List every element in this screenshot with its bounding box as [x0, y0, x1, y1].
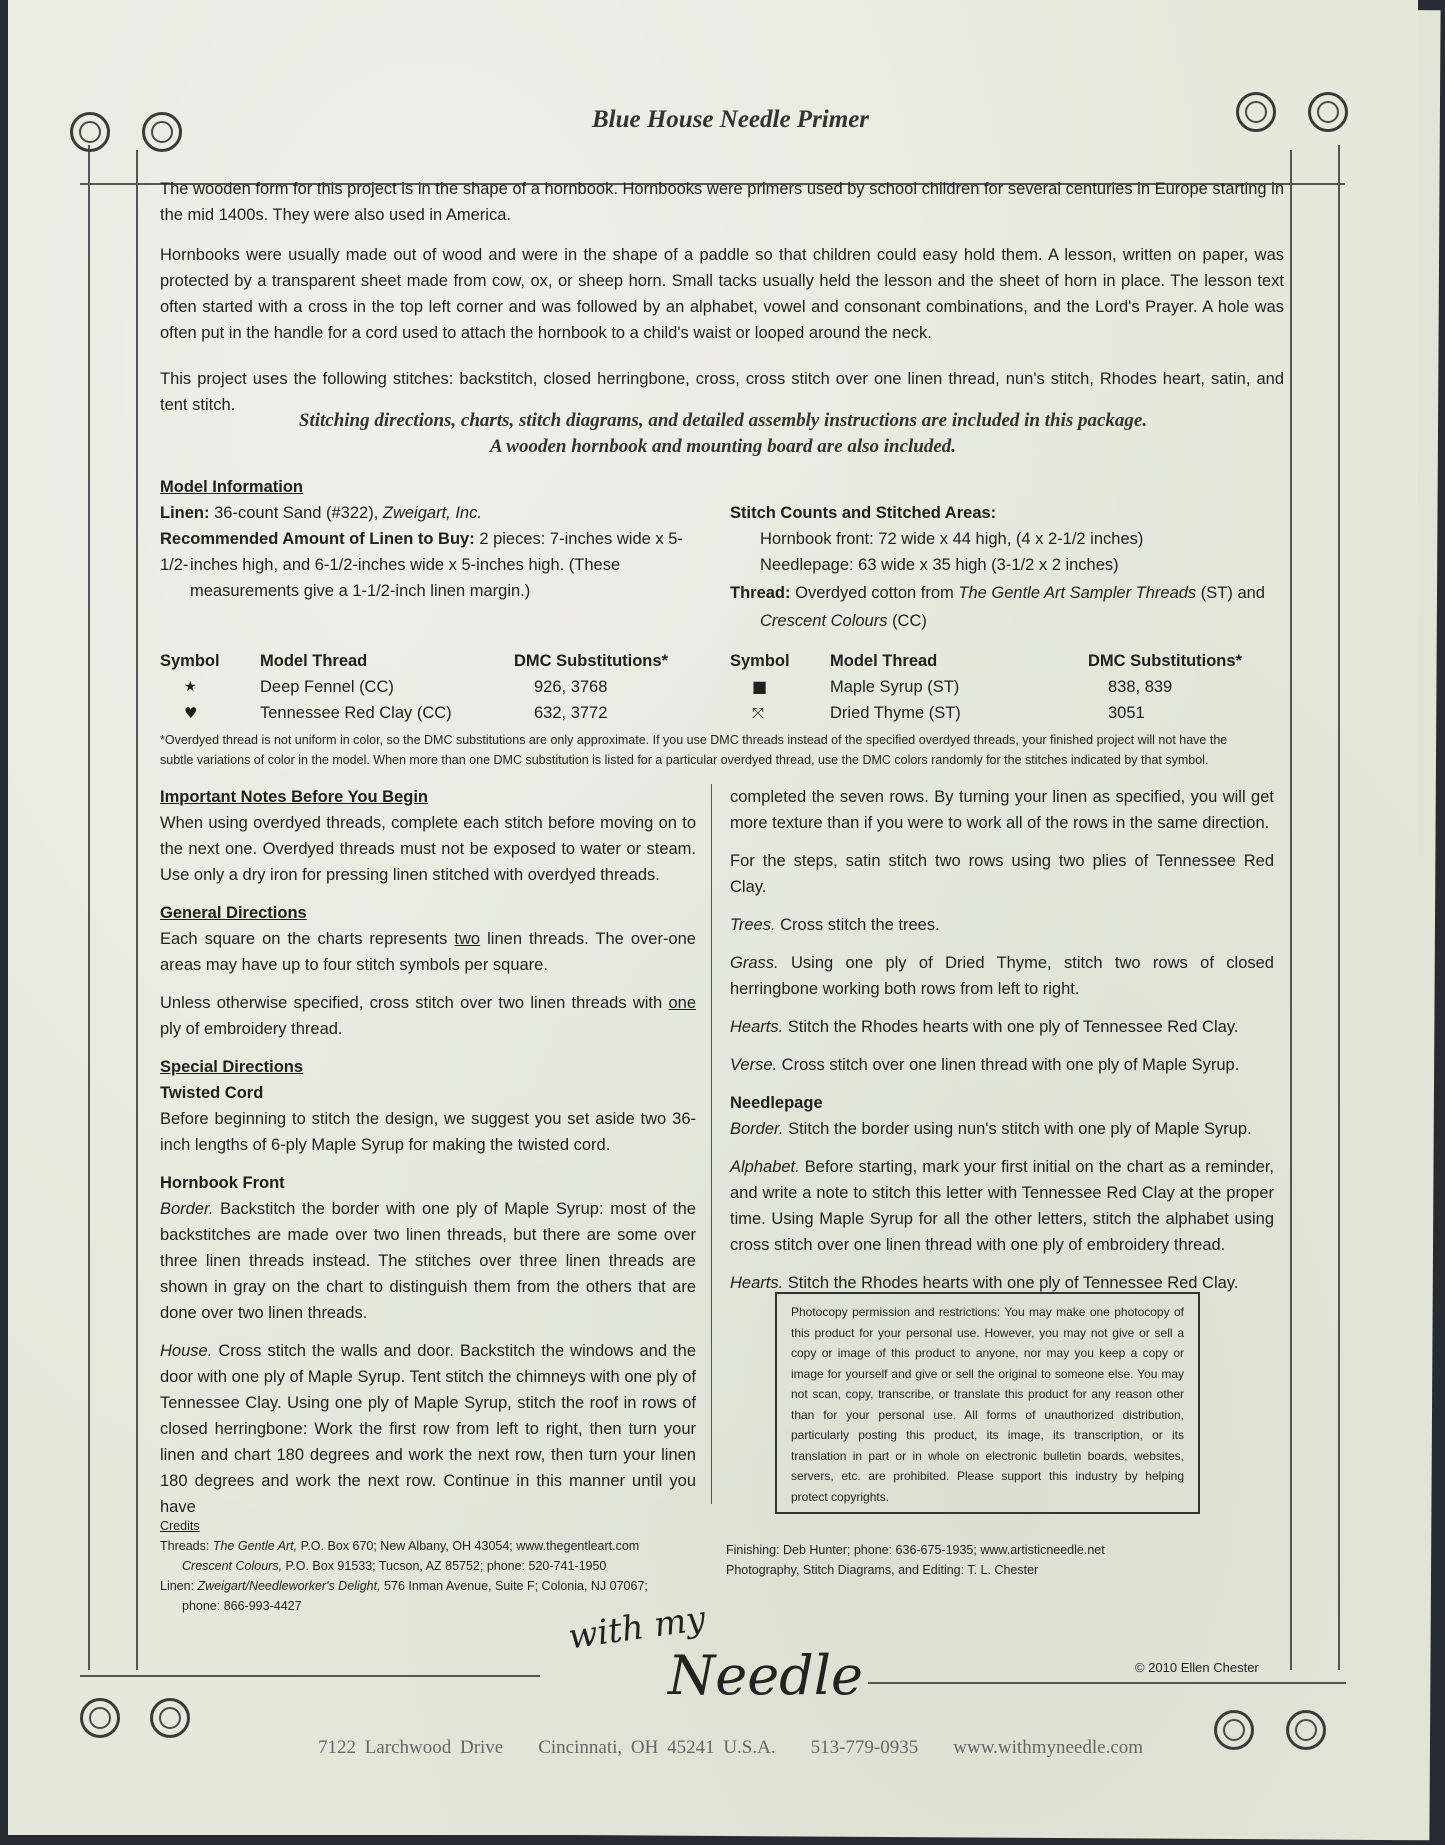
credit-line	[160, 1556, 700, 1576]
dmc-header: DMC Substitutions*	[1088, 652, 1242, 670]
thread-header: Model Thread	[260, 652, 368, 670]
frame-bottom-rule-right	[868, 1682, 1346, 1684]
amount-line: measurements give a 1-1/2-inch linen margin.)	[190, 582, 531, 600]
verse-body: Cross stitch over one linen thread with one ply of Maple Syrup.	[781, 1056, 1240, 1074]
grass-label: Grass.	[730, 954, 779, 972]
stitch-count: Needlepage: 63 wide x 35 high (3-1/2 x 2 inches)	[760, 556, 1119, 574]
amount-value: 2 pieces: 7-inches wide x 5-1/2-	[160, 530, 683, 574]
trees-body: Cross stitch the trees.	[780, 916, 940, 934]
hornbook-front-heading: Hornbook Front	[160, 1174, 285, 1192]
footer-website: www.withmyneedle.com	[953, 1737, 1144, 1758]
general-text-a: Unless otherwise specified, cross stitch over two linen threads with	[160, 994, 663, 1012]
credit-text: P.O. Box 670; New Albany, OH 43054; www.thegentleart.com	[300, 1539, 640, 1553]
notes-text: When using overdyed threads, complete each stitch before moving on to the next one. Overdyed threads must not be exposed to water or steam. Use only a dry iron for pressing linen stitched with overdyed threads.	[160, 814, 696, 884]
house-body: Cross stitch the walls and door. Backstitch the windows and the door with one ply of Maple Syrup. Tent stitch the chimneys with one ply of Tennessee Clay. Using one ply of Maple Syrup, stitch the roof in rows of closed herringbone: Work the first row from left to right, then turn your linen and chart 180 degrees and work the next row, then turn your linen 180 degrees and work the next row. Continue in this manner until you have	[160, 1342, 696, 1516]
border-body: Backstitch the border with one ply of Maple Syrup: most of the backstitches are made over two linen threads, but there are some over three linen threads instead. The stitches over three linen threads are shown in gray on the chart to distinguish them from the others that are done over two linen threads.	[160, 1200, 696, 1322]
house-label: House.	[160, 1342, 213, 1360]
np-border-text	[730, 1116, 1274, 1142]
footer-phone: 513-779-0935	[810, 1737, 919, 1758]
grass-text	[730, 950, 1274, 1002]
column-divider	[711, 784, 712, 1504]
linen-label: Linen:	[160, 504, 210, 522]
credit-text: 576 Inman Avenue, Suite F; Colonia, NJ 07067;	[384, 1579, 648, 1593]
thread-brand: The Gentle Art Sampler Threads	[958, 584, 1197, 602]
frame-bottom-rule-left	[80, 1675, 540, 1677]
thread-line	[730, 580, 1265, 606]
grass-body: Using one ply of Dried Thyme, stitch two rows of closed herringbone working both rows from left to right.	[730, 954, 1274, 998]
page-title: Blue House Needle Primer	[591, 106, 870, 133]
footer-city: Cincinnati, OH 45241 U.S.A.	[538, 1737, 776, 1758]
amount-label: Recommended Amount of Linen to Buy:	[160, 530, 475, 548]
credit-brand: The Gentle Art,	[212, 1539, 298, 1553]
thread-name: Maple Syrup (ST)	[830, 678, 960, 696]
notes-heading: Important Notes Before You Begin	[160, 788, 428, 806]
stitch-counts-heading: Stitch Counts and Stitched Areas:	[730, 504, 997, 522]
linen-value: 36-count Sand (#322),	[214, 504, 379, 522]
thread-label: Thread:	[730, 584, 791, 602]
symbol-header: Symbol	[160, 652, 220, 670]
trees-text	[730, 912, 1274, 938]
trees-label: Trees.	[730, 916, 776, 934]
star-symbol-icon: ★	[184, 679, 197, 695]
copyright-notice: © 2010 Ellen Chester	[1135, 1660, 1259, 1675]
thread-mid: (ST) and	[1200, 584, 1265, 602]
logo-line1: with my	[565, 1598, 708, 1658]
frame-left-inner	[136, 150, 138, 1670]
credit-line	[160, 1536, 700, 1556]
frame-right-inner	[1290, 150, 1292, 1670]
general-heading: General Directions	[160, 904, 307, 922]
dmc-value: 926, 3768	[534, 678, 608, 696]
border-label: Border.	[160, 1200, 214, 1218]
cross-arrows-symbol-icon: ⤧	[752, 704, 765, 722]
general-text	[160, 926, 696, 978]
dmc-value: 632, 3772	[534, 704, 608, 722]
finishing-credit: Finishing: Deb Hunter; phone: 636-675-1935; www.artisticneedle.net	[726, 1543, 1105, 1557]
dmc-value: 838, 839	[1108, 678, 1173, 696]
model-info-heading: Model Information	[160, 478, 303, 496]
np-border-body: Stitch the border using nun's stitch with one ply of Maple Syrup.	[788, 1120, 1252, 1138]
celtic-knot-icon	[80, 1698, 120, 1738]
alphabet-body: Before starting, mark your first initial on the chart as a reminder, and write a note to stitch this letter with Tennessee Red Clay at the proper time. Using Maple Syrup for all the other letters, stitch the alphabet using cross stitch over one linen thread with one ply of embroidery thread.	[730, 1158, 1274, 1254]
credit-label: Threads:	[160, 1539, 210, 1553]
heart-symbol-icon: ♥	[184, 704, 198, 722]
stitch-count: Hornbook front: 72 wide x 44 high, (4 x 2-1/2 inches)	[760, 530, 1144, 548]
credit-brand: Crescent Colours,	[182, 1559, 283, 1573]
with-my-needle-logo	[548, 1600, 888, 1720]
dmc-footnote: *Overdyed thread is not uniform in color, so the DMC substitutions are only approximate. If you use DMC threads instead of the specified overdyed threads, your finished project will not have the subtle variations of color in the model. When more than one DMC substitution is listed for a particular overdyed thread, use the DMC colors randomly for the stitches indicated by that symbol.	[160, 733, 1228, 767]
thread-name: Dried Thyme (ST)	[830, 704, 961, 722]
credit-label: Linen:	[160, 1579, 195, 1593]
general-text-b: ply of embroidery thread.	[160, 1020, 343, 1038]
special-heading: Special Directions	[160, 1058, 304, 1076]
twisted-cord-heading: Twisted Cord	[160, 1084, 264, 1102]
credit-brand: Zweigart/Needleworker's Delight,	[197, 1579, 381, 1593]
footer-address: 7122 Larchwood Drive	[317, 1737, 504, 1758]
general-text-a: Each square on the charts represents	[160, 930, 448, 948]
celtic-knot-icon	[150, 1698, 190, 1738]
continued-text: completed the seven rows. By turning your linen as specified, you will get more texture than if you were to work all of the rows in the same direction.	[730, 788, 1274, 832]
intro-paragraph: Hornbooks were usually made out of wood and were in the shape of a paddle so that children could easy hold them. A lesson, written on paper, was protected by a transparent sheet made from cow, ox, or sheep horn. Small tacks usually held the lesson and the sheet of horn in place. The lesson text often started with a cross in the top left corner and was followed by an alphabet, vowel and consonant combinations, and the Lord's Prayer. A hole was often put in the handle for a cord used to attach the hornbook to a child's waist or looped around the neck.	[160, 246, 1284, 342]
photocopy-permission-box: Photocopy permission and restrictions: You may make one photocopy of this product for your personal use. However, you may not give or sell a copy or image of this product to anyone, nor may you keep a copy or image for yourself and give or sell the original to someone else. You may not scan, copy, transcribe, or translate this product for any reason other than for your personal use. All forms of unauthorized distribution, particularly posting this product, its image, its transcription, or its translation in part or in whole on electronic bulletin boards, websites, servers, etc. are prohibited. Please support this industry by helping protect copyrights.	[775, 1292, 1200, 1514]
alphabet-label: Alphabet.	[730, 1158, 800, 1176]
footer-contact	[8, 1737, 1418, 1759]
twisted-cord-text: Before beginning to stitch the design, we suggest you set aside two 36-inch lengths of 6-ply Maple Syrup for making the twisted cord.	[160, 1110, 696, 1154]
right-column	[730, 784, 1274, 1308]
alphabet-text	[730, 1154, 1274, 1258]
general-text	[160, 990, 696, 1042]
credit-line	[160, 1576, 700, 1596]
general-text-u: two	[454, 930, 481, 948]
np-hearts-body: Stitch the Rhodes hearts with one ply of Tennessee Red Clay.	[787, 1274, 1239, 1292]
left-column	[160, 784, 696, 1532]
linen-brand: Zweigart, Inc.	[382, 504, 482, 522]
credit-line: phone: 866-993-4427	[182, 1599, 302, 1613]
house-text	[160, 1338, 696, 1520]
np-hearts-label: Hearts.	[730, 1274, 784, 1292]
hearts-text	[730, 1014, 1274, 1040]
thread-name: Deep Fennel (CC)	[260, 678, 394, 696]
frame-right-outer	[1338, 145, 1340, 1670]
photography-credit: Photography, Stitch Diagrams, and Editing: T. L. Chester	[726, 1563, 1039, 1577]
square-symbol-icon: ■	[752, 677, 768, 696]
thread-end: (CC)	[892, 612, 927, 630]
pattern-sheet	[8, 0, 1418, 1835]
stitches-paragraph: This project uses the following stitches: backstitch, closed herringbone, cross, cross stitch over one linen thread, nun's stitch, Rhodes heart, satin, and tent stitch.	[160, 370, 1284, 414]
np-border-label: Border.	[730, 1120, 784, 1138]
needlepage-heading: Needlepage	[730, 1094, 823, 1112]
credit-text: P.O. Box 91533; Tucson, AZ 85752; phone: 520-741-1950	[285, 1559, 607, 1573]
thread-header: Model Thread	[830, 652, 938, 670]
dmc-header: DMC Substitutions*	[514, 652, 668, 670]
package-note: A wooden hornbook and mounting board are also included.	[489, 436, 957, 457]
intro-paragraph: The wooden form for this project is in the shape of a hornbook. Hornbooks were primers used by school children for several centuries in Europe starting in the mid 1400s. They were also used in America.	[160, 180, 1284, 224]
hearts-label: Hearts.	[730, 1018, 784, 1036]
hearts-body: Stitch the Rhodes hearts with one ply of Tennessee Red Clay.	[787, 1018, 1239, 1036]
border-text	[160, 1196, 696, 1326]
credits-heading: Credits	[160, 1519, 200, 1533]
general-text-b: linen threads. The over-one areas may have up to four stitch symbols per square.	[160, 930, 696, 974]
thread-name: Tennessee Red Clay (CC)	[260, 704, 452, 722]
linen-line	[160, 500, 482, 526]
general-text-u: one	[668, 994, 696, 1012]
verse-text	[730, 1052, 1274, 1078]
logo-line2: Needle	[668, 1644, 863, 1707]
package-note: Stitching directions, charts, stitch diagrams, and detailed assembly instructions are included in this package.	[298, 410, 1148, 431]
symbol-header: Symbol	[730, 652, 790, 670]
credits-right	[726, 1540, 1105, 1580]
verse-label: Verse.	[730, 1056, 778, 1074]
amount-line: inches high, and 6-1/2-inches wide x 5-inches high. (These	[190, 556, 621, 574]
thread-line	[760, 608, 927, 634]
thread-brand: Crescent Colours	[760, 612, 888, 630]
steps-text: For the steps, satin stitch two rows using two plies of Tennessee Red Clay.	[730, 852, 1274, 896]
dmc-value: 3051	[1108, 704, 1145, 722]
frame-left-outer	[88, 145, 90, 1670]
thread-value: Overdyed cotton from	[795, 584, 954, 602]
